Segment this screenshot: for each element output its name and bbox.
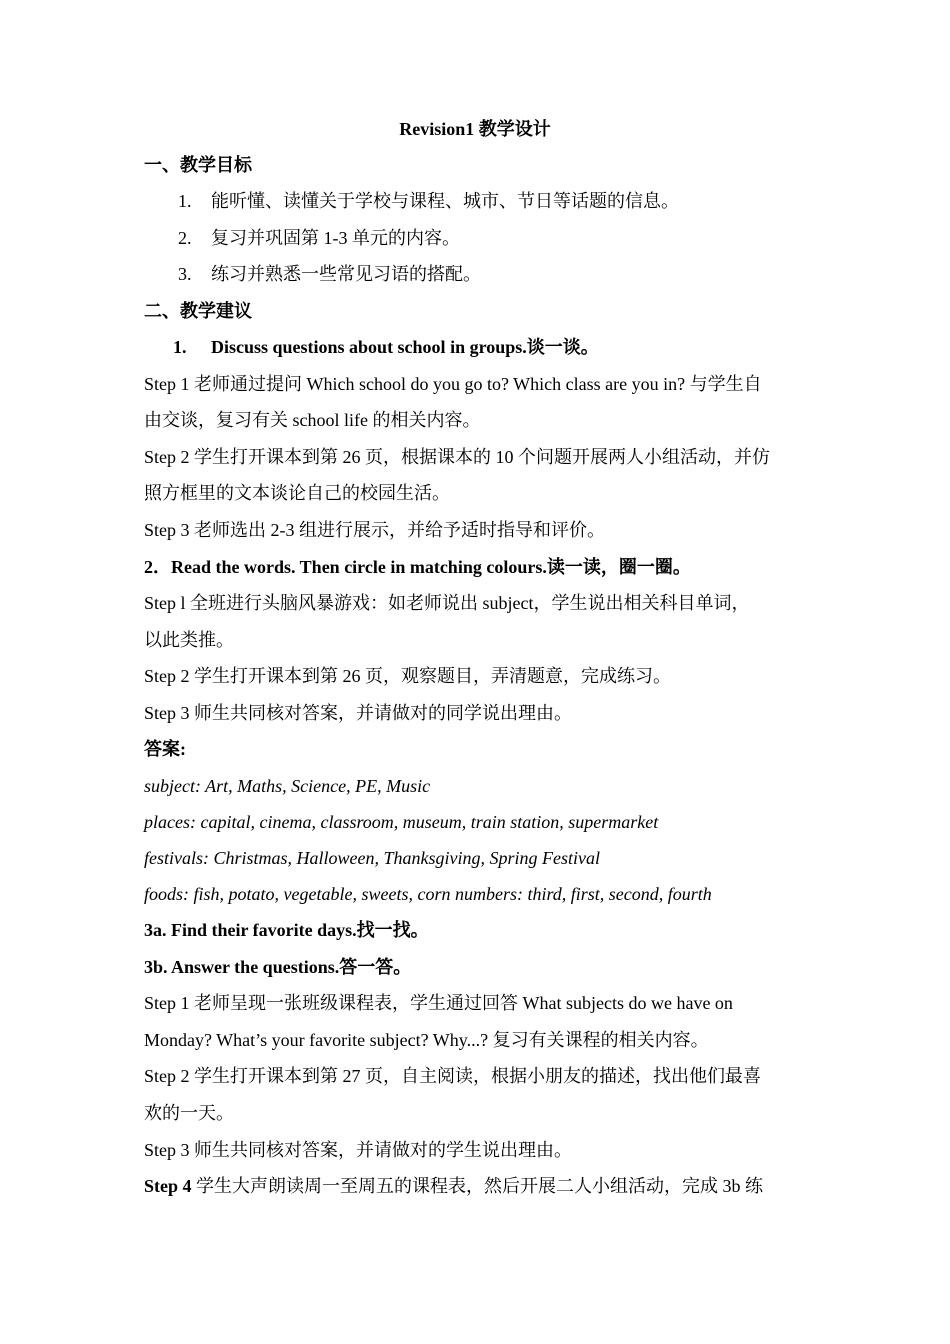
paragraph-line: Step 3 师生共同核对答案，并请做对的学生说出理由。 [144, 1140, 572, 1160]
paragraph-line: 欢的一天。 [144, 1103, 234, 1123]
paragraph-line: Step 2 学生打开课本到第 27 页，自主阅读，根据小朋友的描述，找出他们最喜 [144, 1066, 761, 1086]
paragraph-line: Step 1 老师呈现一张班级课程表，学生通过回答 What subjects do we have on [144, 993, 733, 1013]
paragraph-line: Step 2 学生打开课本到第 26 页，根据课本的 10 个问题开展两人小组活动，并仿 [144, 447, 770, 467]
activity-3b-heading: 3b. Answer the questions.答一答。 [144, 957, 412, 977]
list-item-number: 1. [178, 191, 192, 211]
paragraph-line: 照方框里的文本谈论自己的校园生活。 [144, 483, 450, 503]
list-item-number: 3. [178, 264, 192, 284]
answer-line: places: capital, cinema, classroom, museum, train station, supermarket [144, 812, 659, 832]
paragraph-line: Step 3 师生共同核对答案，并请做对的同学说出理由。 [144, 703, 572, 723]
list-item-number: 2. [178, 228, 192, 248]
activity-3a-heading: 3a. Find their favorite days.找一找。 [144, 920, 429, 940]
answer-label: 答案: [144, 739, 186, 759]
paragraph-line: Step l 全班进行头脑风暴游戏：如老师说出 subject，学生说出相关科目单词， [144, 593, 750, 613]
paragraph-line: Step 3 老师选出 2-3 组进行展示，并给予适时指导和评价。 [144, 520, 605, 540]
answer-line: foods: fish, potato, vegetable, sweets, corn numbers: third, first, second, fourth [144, 884, 712, 904]
step-text: 学生大声朗读周一至周五的课程表，然后开展二人小组活动，完成 3b 练 [191, 1176, 764, 1196]
paragraph-line: Step 2 学生打开课本到第 26 页，观察题目，弄清题意，完成练习。 [144, 666, 671, 686]
answer-line: subject: Art, Maths, Science, PE, Music [144, 776, 431, 796]
paragraph-line: Monday? What’s your favorite subject? Why...? 复习有关课程的相关内容。 [144, 1030, 709, 1050]
step-label: Step 4 [144, 1176, 192, 1196]
activity-title: Discuss questions about school in groups.谈一谈。 [211, 337, 599, 357]
document-title: Revision1 教学设计 [399, 119, 551, 139]
paragraph-line: Step 1 老师通过提问 Which school do you go to? Which class are you in? 与学生自 [144, 374, 762, 394]
activity-2-heading: 2．Read the words. Then circle in matching colours.读一读，圈一圈。 [144, 557, 691, 577]
paragraph-line-step4 [144, 1174, 763, 1198]
section-heading-suggestions: 二、教学建议 [144, 301, 252, 321]
section-heading-objectives: 一、教学目标 [144, 155, 252, 175]
list-item-text: 能听懂、读懂关于学校与课程、城市、节日等话题的信息。 [211, 191, 679, 211]
activity-number: 1. [173, 337, 187, 357]
answer-line: festivals: Christmas, Halloween, Thanksgiving, Spring Festival [144, 848, 600, 868]
paragraph-line: 以此类推。 [144, 630, 234, 650]
list-item-text: 复习并巩固第 1-3 单元的内容。 [211, 228, 460, 248]
list-item-text: 练习并熟悉一些常见习语的搭配。 [211, 264, 481, 284]
paragraph-line: 由交谈，复习有关 school life 的相关内容。 [144, 410, 481, 430]
